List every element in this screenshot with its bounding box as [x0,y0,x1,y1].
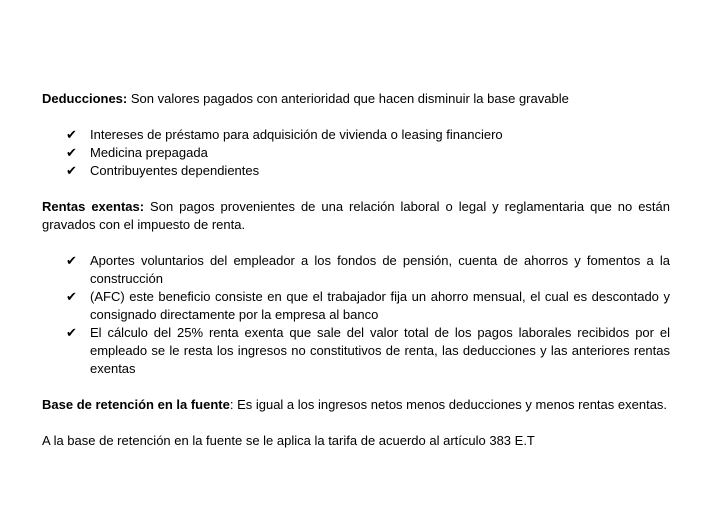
checkmark-icon: ✔ [66,253,77,268]
checkmark-icon: ✔ [66,289,77,304]
final-note: A la base de retención en la fuente se le aplica la tarifa de acuerdo al artículo 383 E.T [42,433,535,448]
base-retencion-paragraph [42,396,670,414]
list-item [66,126,670,144]
checkmark-icon: ✔ [66,325,77,340]
rentas-exentas-label: Rentas exentas: [42,199,145,214]
checkmark-icon: ✔ [66,127,77,142]
list-item [66,324,670,378]
rentas-exentas-text: Son pagos provenientes de una relación laboral o legal y reglamentaria que no están gravados con el impuesto de renta. [42,199,670,232]
document-page [42,90,670,450]
list-item-text: El cálculo del 25% renta exenta que sale del valor total de los pagos laborales recibidos por el empleado se le resta los ingresos no constitutivos de renta, las deducciones y las anteriores rentas exentas [90,325,670,376]
checkmark-icon: ✔ [66,163,77,178]
list-item-text: Contribuyentes dependientes [90,163,260,178]
list-item [66,162,670,180]
list-item-text: Intereses de préstamo para adquisición de vivienda o leasing financiero [90,127,503,142]
list-item [66,144,670,162]
rentas-exentas-list [66,252,670,378]
base-retencion-label: Base de retención en la fuente [42,397,230,412]
list-item-text: Aportes voluntarios del empleador a los fondos de pensión, cuenta de ahorros y fomentos a la construcción [90,253,670,286]
list-item-text: Medicina prepagada [90,145,208,160]
rentas-exentas-paragraph [42,198,670,234]
deducciones-list [66,126,670,180]
list-item [66,252,670,288]
deducciones-paragraph [42,90,670,108]
checkmark-icon: ✔ [66,145,77,160]
deducciones-label: Deducciones: [42,91,128,106]
list-item-text: (AFC) este beneficio consiste en que el trabajador fija un ahorro mensual, el cual es descontado y consignado directamente por la empresa al banco [90,289,670,322]
base-retencion-text: : Es igual a los ingresos netos menos deducciones y menos rentas exentas. [229,397,668,412]
deducciones-text: Son valores pagados con anterioridad que hacen disminuir la base gravable [127,91,569,106]
list-item [66,288,670,324]
